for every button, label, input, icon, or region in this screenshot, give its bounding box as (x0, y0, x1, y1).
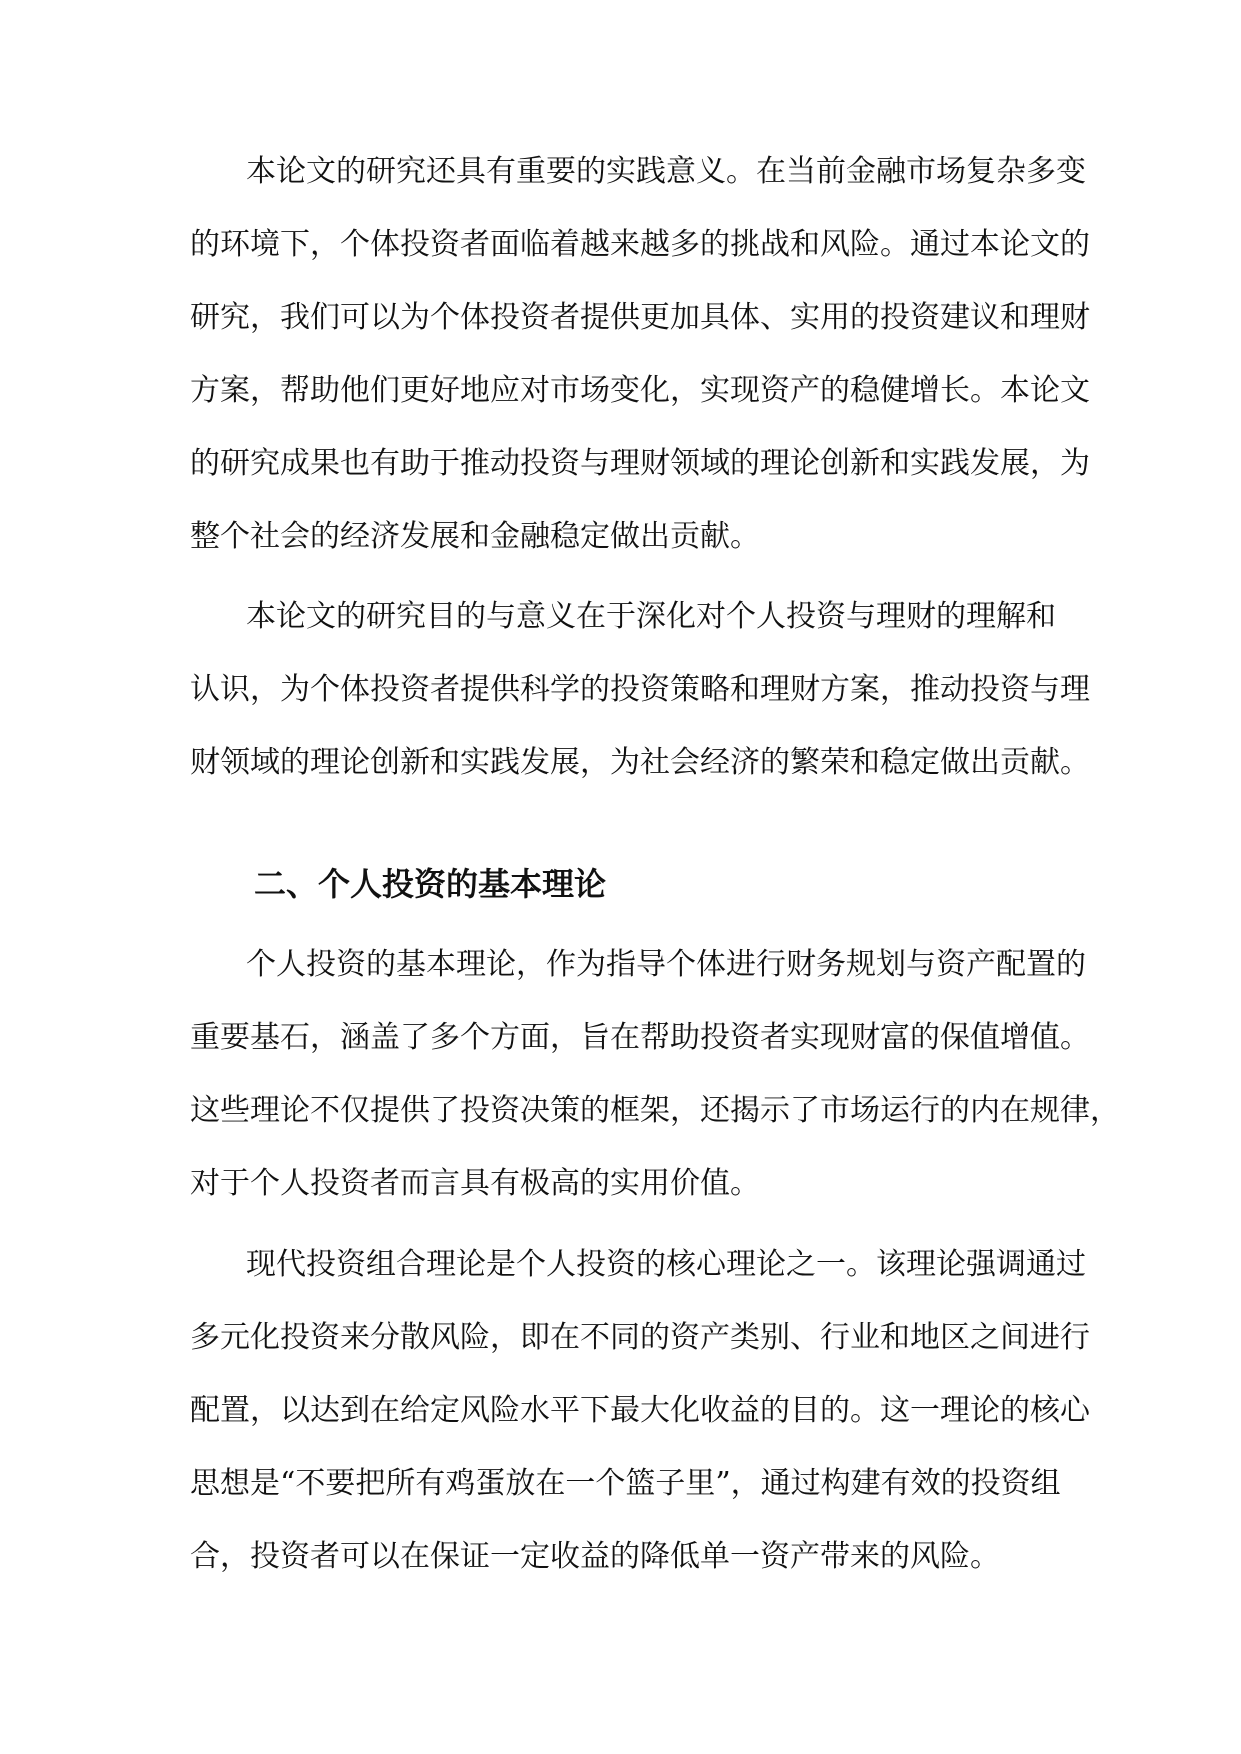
paragraph-4-line: 配置，以达到在给定风险水平下最大化收益的目的。这一理论的核心 (190, 1393, 1090, 1428)
paragraph-4-line: 思想是“不要把所有鸡蛋放在一个篮子里”，通过构建有效的投资组 (190, 1466, 1061, 1501)
paragraph-1-line: 方案，帮助他们更好地应对市场变化，实现资产的稳健增长。本论文 (190, 373, 1090, 408)
paragraph-4-line: 现代投资组合理论是个人投资的核心理论之一。该理论强调通过 (246, 1247, 1086, 1282)
paragraph-4-line: 合，投资者可以在保证一定收益的降低单一资产带来的风险。 (190, 1539, 1000, 1574)
paragraph-3-line: 这些理论不仅提供了投资决策的框架，还揭示了市场运行的内在规律， (190, 1093, 1120, 1128)
paragraph-1-line: 的研究成果也有助于推动投资与理财领域的理论创新和实践发展，为 (190, 446, 1090, 481)
paragraph-2-line: 财领域的理论创新和实践发展，为社会经济的繁荣和稳定做出贡献。 (190, 745, 1090, 780)
paragraph-2-line: 认识，为个体投资者提供科学的投资策略和理财方案，推动投资与理 (190, 672, 1090, 707)
paragraph-1-line: 的环境下，个体投资者面临着越来越多的挑战和风险。通过本论文的 (190, 227, 1090, 262)
paragraph-1-line: 研究，我们可以为个体投资者提供更加具体、实用的投资建议和理财 (190, 300, 1090, 335)
paragraph-4-line: 多元化投资来分散风险，即在不同的资产类别、行业和地区之间进行 (190, 1320, 1090, 1355)
section-heading: 二、个人投资的基本理论 (254, 865, 607, 903)
paragraph-1-line: 整个社会的经济发展和金融稳定做出贡献。 (190, 519, 760, 554)
paragraph-3-line: 个人投资的基本理论，作为指导个体进行财务规划与资产配置的 (246, 947, 1086, 982)
paragraph-3-line: 重要基石，涵盖了多个方面，旨在帮助投资者实现财富的保值增值。 (190, 1020, 1090, 1055)
paragraph-3-line: 对于个人投资者而言具有极高的实用价值。 (190, 1166, 760, 1201)
paragraph-2-line: 本论文的研究目的与意义在于深化对个人投资与理财的理解和 (246, 599, 1056, 634)
paragraph-1-line: 本论文的研究还具有重要的实践意义。在当前金融市场复杂多变 (246, 154, 1086, 189)
